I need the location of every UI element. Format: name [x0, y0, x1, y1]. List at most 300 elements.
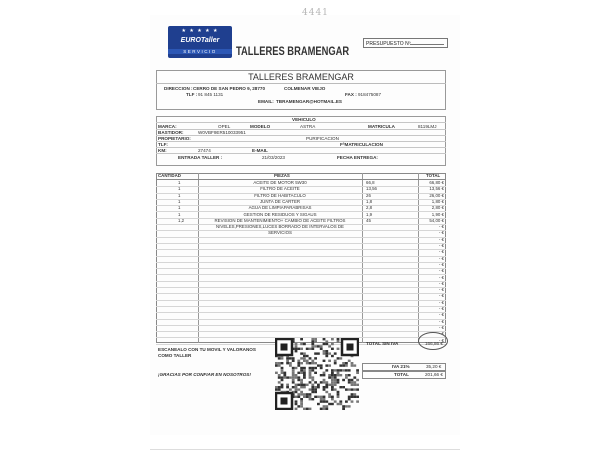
qr-module — [328, 403, 331, 405]
qr-module — [295, 400, 298, 402]
qr-module — [295, 384, 298, 386]
qr-module — [309, 372, 312, 374]
qr-module — [348, 360, 351, 362]
qr-module — [311, 343, 314, 345]
presupuesto-box — [363, 38, 448, 48]
qr-module — [345, 362, 348, 364]
qr-module — [337, 393, 340, 395]
cell-total-empty: - € — [438, 306, 444, 311]
qr-module — [356, 396, 359, 398]
qr-module — [331, 388, 334, 390]
qr-module — [314, 386, 317, 388]
qr-module — [297, 393, 300, 395]
qr-module — [317, 364, 320, 366]
matricula-label: MATRICULA — [368, 124, 395, 129]
vehicle-title: VEHICULO — [292, 117, 316, 122]
qr-module — [351, 364, 354, 366]
qr-module — [317, 403, 320, 405]
qr-module — [323, 398, 326, 400]
qr-module — [283, 374, 286, 376]
qr-module — [320, 364, 323, 366]
tlf-label: TLF: — [158, 142, 168, 147]
cell-desc: FILTRO DE HABITACULO — [254, 192, 306, 198]
qr-module — [317, 384, 320, 386]
qr-module — [292, 374, 295, 376]
qr-module — [348, 396, 351, 398]
qr-module — [314, 391, 317, 393]
qr-module — [337, 396, 340, 398]
cell-total: 1,90 € — [431, 211, 444, 217]
qr-module — [356, 384, 359, 386]
qr-module — [311, 398, 314, 400]
qr-module — [342, 386, 345, 388]
qr-module — [317, 352, 320, 354]
qr-module — [337, 369, 340, 371]
qr-module — [356, 372, 359, 374]
qr-module — [309, 362, 312, 364]
qr-module — [275, 388, 278, 390]
vehicle-divider-3 — [156, 135, 446, 136]
qr-module — [314, 352, 317, 354]
qr-module — [292, 386, 295, 388]
qr-module — [331, 343, 334, 345]
cell-price: 26 — [366, 192, 371, 198]
qr-module — [297, 405, 300, 407]
thanks-text: ¡GRACIAS POR CONFIAR EN NOSOTROS! — [158, 372, 251, 377]
qr-module — [303, 372, 306, 374]
email-label: EMAIL: — [258, 99, 274, 104]
qr-module — [337, 348, 340, 350]
cell-qty: 1 — [178, 186, 181, 192]
qr-module — [334, 381, 337, 383]
qr-module — [337, 340, 340, 342]
qr-module — [295, 408, 298, 410]
qr-module — [328, 393, 331, 395]
entrega-label: FECHA ENTREGA: — [337, 155, 378, 160]
qr-module — [300, 357, 303, 359]
scan-edge — [150, 449, 460, 450]
qr-module — [348, 388, 351, 390]
qr-module — [303, 360, 306, 362]
qr-module — [300, 384, 303, 386]
qr-module — [311, 384, 314, 386]
presupuesto-label: PRESUPUESTO Nº — [366, 41, 411, 47]
qr-module — [345, 369, 348, 371]
qr-module — [289, 364, 292, 366]
qr-module — [295, 343, 298, 345]
qr-module — [339, 364, 342, 366]
fax-value: 918475087 — [358, 92, 381, 97]
modelo-value: ASTRA — [300, 124, 316, 129]
cell-total: 13,56 € — [429, 186, 444, 192]
cell-total: 66,80 € — [429, 180, 444, 185]
qr-module — [306, 355, 309, 357]
cell-total-empty: - € — [438, 324, 444, 330]
qr-module — [295, 348, 298, 350]
qr-module — [300, 338, 303, 340]
qr-module — [345, 388, 348, 390]
tel-label: TLF : — [186, 92, 198, 97]
qr-module — [289, 362, 292, 364]
qr-module — [337, 379, 340, 381]
entrada-value: 21/03/2023 — [262, 155, 285, 160]
qr-module — [342, 362, 345, 364]
qr-module — [345, 364, 348, 366]
qr-module — [325, 364, 328, 366]
qr-module — [303, 384, 306, 386]
qr-module — [334, 379, 337, 381]
qr-module — [292, 360, 295, 362]
cell-total: 2,80 € — [431, 205, 444, 211]
qr-module — [297, 372, 300, 374]
qr-module — [281, 367, 284, 369]
qr-module — [286, 376, 289, 378]
cell-total-empty: - € — [438, 331, 444, 337]
matriculacion-label: FªMATRICULACION — [340, 142, 383, 147]
qr-module — [300, 348, 303, 350]
qr-module — [337, 338, 340, 340]
qr-module — [303, 374, 306, 376]
qr-module — [331, 374, 334, 376]
qr-module — [303, 343, 306, 345]
qr-module — [337, 403, 340, 405]
qr-module — [323, 388, 326, 390]
vehicle-divider-1 — [156, 122, 446, 123]
cell-desc: REVISION DE MANTENIMIENTO+ CAMBIO DE ACEITE FILTROS — [214, 217, 346, 223]
qr-module — [314, 338, 317, 340]
header-total: TOTAL — [426, 173, 441, 178]
qr-module — [309, 367, 312, 369]
qr-module — [303, 393, 306, 395]
qr-module — [325, 400, 328, 402]
qr-module — [300, 391, 303, 393]
vehicle-email-label: E-MAIL — [252, 148, 268, 153]
qr-module — [331, 384, 334, 386]
qr-module — [331, 403, 334, 405]
qr-module — [311, 391, 314, 393]
qr-module — [339, 403, 342, 405]
qr-module — [289, 376, 292, 378]
qr-module — [314, 345, 317, 347]
tel-value: 91 845 1131 — [198, 92, 224, 97]
qr-module — [339, 400, 342, 402]
modelo-label: MODELO — [250, 124, 271, 129]
qr-module — [309, 348, 312, 350]
qr-module — [295, 388, 298, 390]
cell-qty: 1,2 — [178, 217, 185, 223]
entrada-label: ENTRADA TALLER : — [178, 155, 223, 160]
matricula-value: 8119LMJ — [418, 124, 437, 129]
qr-module — [278, 364, 281, 366]
qr-module — [292, 369, 295, 371]
qr-module — [281, 376, 284, 378]
qr-module — [331, 348, 334, 350]
qr-module — [292, 381, 295, 383]
qr-module — [289, 388, 292, 390]
qr-module — [306, 393, 309, 395]
qr-module — [334, 360, 337, 362]
propietario-value: PURIFICACION — [306, 136, 339, 141]
scan-text-line-2: COMO TALLER — [158, 353, 192, 358]
qr-module — [323, 352, 326, 354]
qr-module — [334, 352, 337, 354]
qr-module — [311, 345, 314, 347]
qr-module — [351, 381, 354, 383]
qr-module — [328, 376, 331, 378]
qr-module — [309, 398, 312, 400]
handdrawn-circle — [418, 332, 448, 350]
cell-desc: GESTION DE RESIDUOS Y SIGAUS — [243, 211, 317, 217]
qr-module — [300, 400, 303, 402]
qr-module — [309, 393, 312, 395]
qr-module — [306, 360, 309, 362]
qr-module — [286, 357, 289, 359]
qr-module — [300, 405, 303, 407]
qr-module — [325, 350, 328, 352]
qr-module — [283, 376, 286, 378]
qr-module — [297, 388, 300, 390]
handwritten-note: 4441 — [302, 8, 329, 18]
qr-module — [320, 396, 323, 398]
qr-module — [351, 362, 354, 364]
qr-module — [317, 386, 320, 388]
qr-module — [317, 396, 320, 398]
qr-module — [323, 381, 326, 383]
qr-module — [328, 360, 331, 362]
cell-total-empty: - € — [438, 318, 444, 324]
qr-module — [328, 396, 331, 398]
qr-module — [275, 372, 278, 374]
qr-module — [297, 376, 300, 378]
qr-module — [353, 396, 356, 398]
qr-module — [325, 391, 328, 393]
cell-desc: SERVICIOS — [268, 230, 292, 236]
qr-module — [356, 379, 359, 381]
marca-value: OPEL — [218, 124, 231, 129]
qr-module — [314, 367, 317, 369]
qr-module — [275, 364, 278, 366]
city-value: COLMENAR VIEJO — [284, 86, 326, 91]
qr-module — [348, 369, 351, 371]
qr-module — [300, 343, 303, 345]
qr-module — [286, 384, 289, 386]
cell-desc: NIVELES,PRESIONES,LUCES BORRADO DE INTERVALOS DE — [216, 224, 344, 230]
qr-module — [342, 405, 345, 407]
qr-module — [334, 362, 337, 364]
qr-module — [351, 393, 354, 395]
qr-module — [323, 400, 326, 402]
address-label: DIRECCION : — [164, 86, 193, 91]
km-label: KM: — [158, 148, 167, 153]
qr-module — [351, 400, 354, 402]
qr-module — [331, 372, 334, 374]
qr-module — [328, 374, 331, 376]
eurotaller-logo — [168, 26, 232, 58]
qr-module — [303, 396, 306, 398]
header-cantidad: CANTIDAD — [158, 173, 181, 178]
qr-module — [300, 381, 303, 383]
scan-text-line-1: ESCANEALO CON TU MOVIL Y VALORANOS — [158, 347, 256, 352]
qr-finder-center — [281, 344, 288, 351]
total-label: TOTAL — [394, 372, 409, 377]
cell-qty: 1 — [178, 192, 181, 198]
qr-module — [275, 386, 278, 388]
qr-module — [303, 369, 306, 371]
vehicle-divider-4 — [156, 141, 446, 142]
qr-module — [300, 398, 303, 400]
qr-module — [348, 379, 351, 381]
bastidor-value: W0VBF9ER510033951 — [198, 130, 246, 135]
qr-module — [325, 355, 328, 357]
qr-module — [292, 357, 295, 359]
qr-module — [300, 393, 303, 395]
qr-module — [356, 388, 359, 390]
qr-module — [314, 396, 317, 398]
cell-total-empty: - € — [438, 293, 444, 299]
qr-module — [303, 408, 306, 410]
address-value: CERRO DE SAN PEDRO 9, 28770 — [193, 86, 265, 91]
qr-module — [331, 379, 334, 381]
qr-module — [309, 388, 312, 390]
logo-stars: ★ ★ ★ ★ ★ — [181, 28, 219, 34]
cell-price: 66,8 — [366, 180, 375, 185]
qr-module — [339, 369, 342, 371]
qr-module — [311, 388, 314, 390]
sin-iva-label: TOTAL SIN IVA — [366, 341, 399, 346]
qr-module — [283, 372, 286, 374]
cell-price: 45 — [366, 217, 371, 223]
iva-value: 35,20 € — [426, 364, 442, 369]
cell-total-empty: - € — [438, 236, 444, 242]
qr-module — [309, 374, 312, 376]
qr-module — [348, 381, 351, 383]
qr-module — [351, 379, 354, 381]
qr-module — [328, 345, 331, 347]
qr-module — [303, 376, 306, 378]
qr-module — [320, 400, 323, 402]
qr-module — [286, 362, 289, 364]
bastidor-label: BASTIDOR: — [158, 130, 184, 135]
qr-module — [334, 369, 337, 371]
qr-module — [303, 352, 306, 354]
qr-module — [353, 364, 356, 366]
cell-qty: 1 — [178, 198, 181, 204]
qr-module — [353, 381, 356, 383]
qr-module — [314, 388, 317, 390]
qr-module — [345, 374, 348, 376]
qr-module — [286, 386, 289, 388]
total-value: 201,66 € — [425, 372, 443, 377]
qr-module — [353, 388, 356, 390]
marca-label: MARCA: — [158, 124, 177, 129]
qr-module — [309, 369, 312, 371]
qr-module — [297, 362, 300, 364]
qr-module — [306, 408, 309, 410]
qr-module — [286, 360, 289, 362]
qr-module — [311, 338, 314, 340]
cell-total-empty: - € — [438, 249, 444, 255]
qr-module — [323, 372, 326, 374]
qr-module — [295, 367, 298, 369]
cell-price: 13,56 — [366, 186, 377, 192]
qr-module — [323, 374, 326, 376]
qr-module — [300, 386, 303, 388]
qr-module — [309, 381, 312, 383]
qr-module — [353, 376, 356, 378]
qr-module — [295, 350, 298, 352]
km-value: 27474 — [198, 148, 211, 153]
qr-module — [289, 357, 292, 359]
qr-module — [323, 386, 326, 388]
cell-total-empty: - € — [438, 255, 444, 261]
qr-module — [311, 348, 314, 350]
qr-module — [295, 386, 298, 388]
cell-total-empty: - € — [438, 312, 444, 318]
qr-module — [303, 357, 306, 359]
qr-module — [337, 372, 340, 374]
cell-total: 54,00 € — [429, 217, 444, 223]
qr-module — [331, 398, 334, 400]
cell-qty: 1 — [178, 211, 181, 217]
cell-total-empty: - € — [438, 274, 444, 280]
qr-module — [278, 381, 281, 383]
qr-module — [337, 357, 340, 359]
qr-module — [320, 408, 323, 410]
qr-module — [297, 364, 300, 366]
qr-module — [281, 384, 284, 386]
cell-desc: FILTRO DE ACEITE — [260, 186, 300, 192]
qr-module — [334, 376, 337, 378]
qr-module — [348, 374, 351, 376]
qr-module — [323, 360, 326, 362]
cell-qty: 1 — [178, 180, 181, 185]
qr-module — [306, 362, 309, 364]
qr-module — [323, 405, 326, 407]
qr-module — [295, 396, 298, 398]
qr-module — [281, 372, 284, 374]
qr-module — [311, 362, 314, 364]
iva-label: IVA 21% — [392, 364, 410, 369]
qr-module — [306, 396, 309, 398]
qr-module — [345, 400, 348, 402]
fax-label: FAX : — [345, 92, 357, 97]
cell-total-empty: - € — [438, 287, 444, 293]
qr-module — [303, 355, 306, 357]
cell-total: - € — [438, 230, 444, 236]
qr-module — [331, 386, 334, 388]
qr-module — [300, 403, 303, 405]
qr-module — [325, 343, 328, 345]
qr-finder-center — [281, 398, 288, 405]
qr-module — [314, 381, 317, 383]
logo-subtitle: SERVICIO — [168, 49, 232, 54]
header-company-name: TALLERES BRAMENGAR — [248, 72, 354, 82]
qr-module — [339, 374, 342, 376]
qr-module — [337, 381, 340, 383]
qr-module — [297, 348, 300, 350]
qr-module — [325, 381, 328, 383]
cell-desc: JUNTA DE CARTER — [259, 198, 301, 204]
qr-module — [325, 408, 328, 410]
qr-module — [331, 381, 334, 383]
qr-module — [317, 345, 320, 347]
presupuesto-line — [410, 44, 444, 45]
qr-module — [297, 396, 300, 398]
qr-module — [278, 374, 281, 376]
cell-total-empty: - € — [438, 337, 444, 343]
qr-module — [331, 338, 334, 340]
qr-module — [325, 369, 328, 371]
